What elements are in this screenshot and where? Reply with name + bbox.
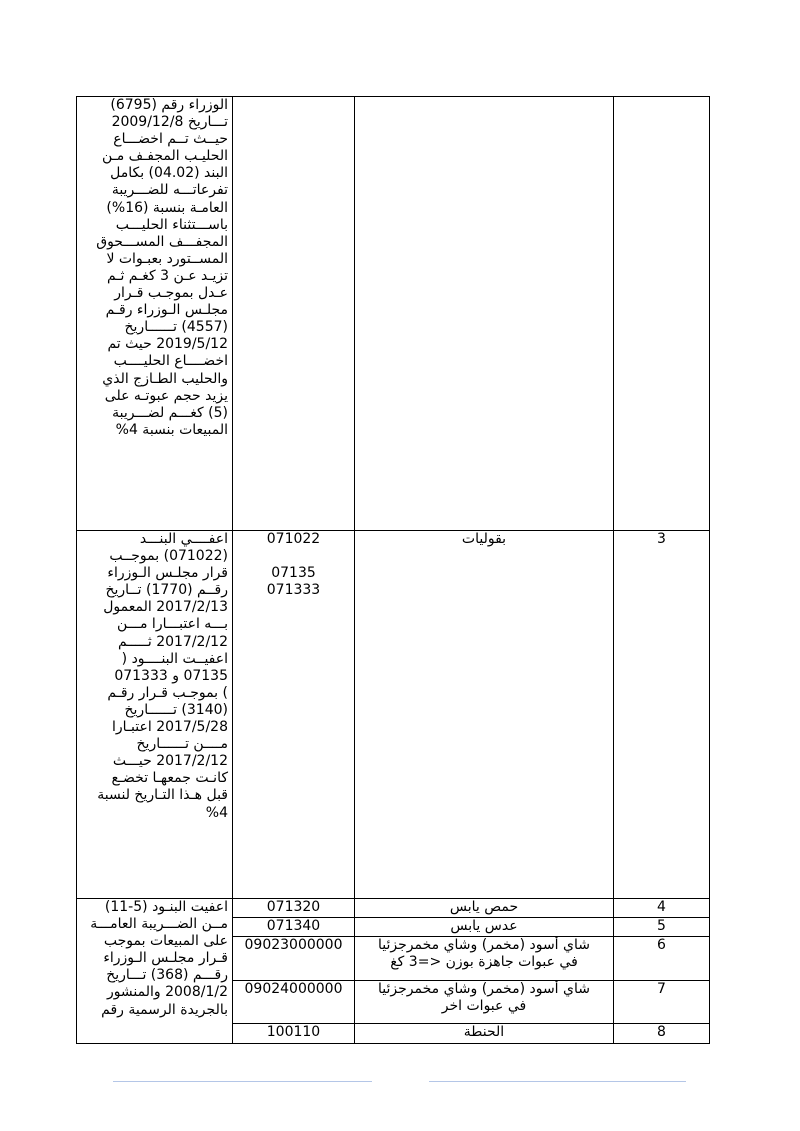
number-cell: 8 bbox=[614, 1024, 710, 1044]
item-cell: شاي أسود (مخمر) وشاي مخمرجزئيا في عبوات جاهزة بوزن <=3 كغ bbox=[355, 937, 614, 981]
code-cell: 071320 bbox=[233, 899, 355, 918]
number-cell bbox=[614, 97, 710, 531]
footer-divider-left bbox=[113, 1081, 372, 1082]
group-note-cell: اعفيت البنـود (5-11) مــن الضـــريبة العامـــة على المبيعات بموجب قـرار مجلـس الـوزراء رقـــم (368) تـــاريخ 2008/1/2 والمنشور بالجريدة الرسمية رقم bbox=[77, 899, 233, 1044]
table-row-continuation bbox=[77, 97, 710, 531]
code-cell: 071022 07135 071333 bbox=[233, 531, 355, 899]
item-cell: حمص يابس bbox=[355, 899, 614, 918]
code-cell: 09023000000 bbox=[233, 937, 355, 981]
number-cell: 3 bbox=[614, 531, 710, 899]
number-cell: 4 bbox=[614, 899, 710, 918]
note-cell: الوزراء رقم (6795) تـــاريخ 2009/12/8 حيــث تــم اخضـــاع الحليـب المجفـف مـن البند (04.02) بكامل تفرعاتـــه للضـــريبة العامـة بنسبة (16%) باســـتثناء الحليـــب المجفـــف المســـحوق المســتورد بعبـوات لا تزيـد عـن 3 كغـم ثـم عـدل بموجـب قـرار مجلـس الـوزراء رقـم (4557) تــــــاريخ 2019/5/12 حيث تم اخضــــاع الحليــــب والحليب الطـازج الذي يزيد حجم عبوتـه على (5) كغـــم لضـــريبة المبيعات بنسبة 4% bbox=[77, 97, 233, 531]
code-cell: 071340 bbox=[233, 918, 355, 937]
item-cell: عدس يابس bbox=[355, 918, 614, 937]
code-cell: 09024000000 bbox=[233, 981, 355, 1024]
number-cell: 6 bbox=[614, 937, 710, 981]
table-row bbox=[77, 531, 710, 899]
code-cell bbox=[233, 97, 355, 531]
tax-exemption-table bbox=[76, 96, 710, 1044]
footer-divider-right bbox=[429, 1081, 686, 1082]
table-row bbox=[77, 899, 710, 918]
item-cell: الحنطة bbox=[355, 1024, 614, 1044]
number-cell: 7 bbox=[614, 981, 710, 1024]
code-cell: 100110 bbox=[233, 1024, 355, 1044]
item-cell: بقوليات bbox=[355, 531, 614, 899]
item-cell: شاي أسود (مخمر) وشاي مخمرجزئيا في عبوات اخر bbox=[355, 981, 614, 1024]
item-cell bbox=[355, 97, 614, 531]
number-cell: 5 bbox=[614, 918, 710, 937]
note-cell: اعفــــي البنـــد (071022) بموجــب قرار مجلـس الـوزراء رقــم (1770) تــاريخ 2017/2/13 المعمول بـــه اعتبـــارا مـــن 2017/2/12 ثـــــم اعفيــت البنــــود ( 07135 و 071333 ) بموجـب قـرار رقـم (3140) تــــــاريخ 2017/5/28 اعتبـارا مــــن تــــــاريخ 2017/2/12 حيـــث كانـت جمعهـا تخضـع قبل هـذا التـاريخ لنسبة %4 bbox=[77, 531, 233, 899]
